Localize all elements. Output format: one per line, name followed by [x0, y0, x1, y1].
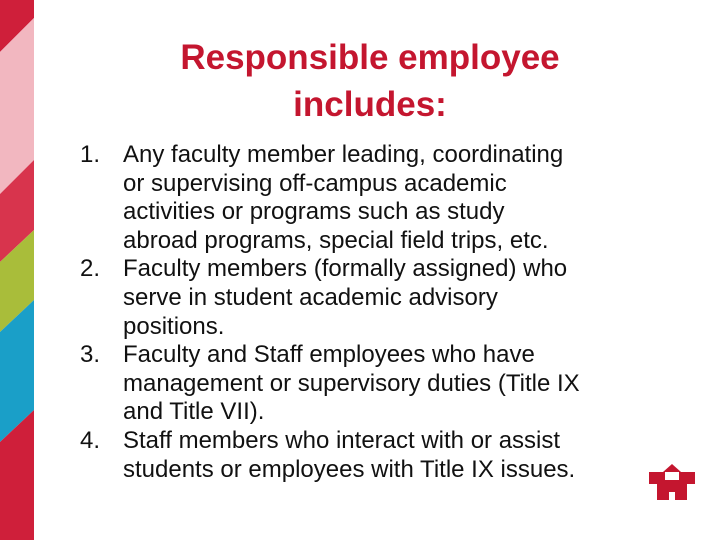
list-item-line: activities or programs such as study	[123, 198, 505, 226]
title-line-1: Responsible employee	[180, 38, 560, 77]
list-item-line: positions.	[123, 312, 225, 340]
list-item-line: abroad programs, special field trips, etc.	[123, 226, 549, 254]
university-n-logo-icon	[645, 462, 699, 508]
slide-title	[110, 34, 630, 128]
list-item-line: management or supervisory duties (Title IX	[123, 369, 580, 397]
list-item-number: 1.	[80, 141, 101, 168]
list-item	[80, 341, 670, 427]
list-item-line: Any faculty member leading, coordinating	[123, 141, 564, 168]
list-item-line: or supervising off-campus academic	[123, 169, 507, 197]
list-item	[80, 427, 670, 484]
list-item	[80, 255, 670, 341]
list-item-line: Faculty members (formally assigned) who	[123, 255, 568, 283]
list-item-line: and Title VII).	[123, 398, 265, 426]
list-item	[80, 141, 670, 255]
list-item-number: 4.	[80, 426, 101, 454]
title-line-2: includes:	[293, 85, 447, 124]
list-item-line: Staff members who interact with or assist	[123, 426, 561, 454]
list-item-line: serve in student academic advisory	[123, 283, 498, 311]
list-item-number: 2.	[80, 255, 101, 283]
responsible-employee-list	[80, 141, 670, 484]
list-item-line: Faculty and Staff employees who have	[123, 341, 535, 369]
list-item-line: students or employees with Title IX issues.	[123, 455, 576, 483]
decorative-left-bar	[0, 0, 60, 540]
list-item-number: 3.	[80, 341, 101, 369]
